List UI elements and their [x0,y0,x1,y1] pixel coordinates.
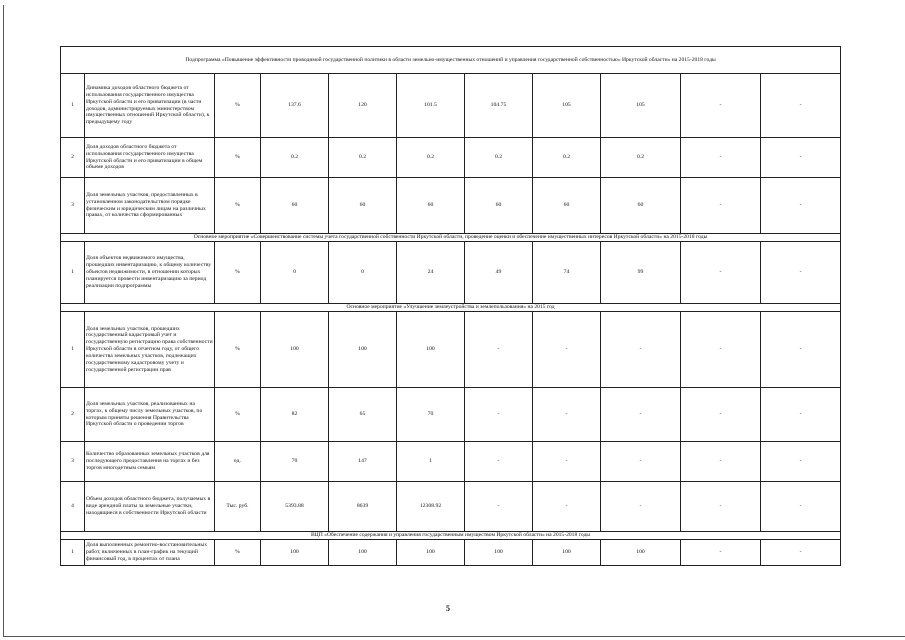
value-cell: - [601,388,681,442]
value-cell: 24 [397,242,465,304]
table-row [61,242,841,304]
value-cell: - [465,312,533,388]
unit-cell: Тыс. руб. [215,482,261,532]
value-cell: - [761,74,841,138]
value-cell: 60 [601,178,681,234]
value-cell: - [761,442,841,482]
value-cell: 99 [601,242,681,304]
unit-cell: % [215,138,261,178]
value-cell: 74 [533,242,601,304]
value-cell: 5393.88 [261,482,329,532]
value-cell: - [681,540,761,566]
main-event-2-header: Основное мероприятие «Улучшение землеустройства и землепользования» на 2015 год [61,304,841,312]
value-cell: - [761,312,841,388]
table-row [61,312,841,388]
value-cell: - [681,178,761,234]
unit-cell: ед. [215,442,261,482]
value-cell: 0.2 [465,138,533,178]
indicator-name: Доля объектов недвижимого имущества, прошедших инвентаризацию, к общему количеству объектов недвижимости, в отношении которых планируется провести инвентаризацию за период реализации подпрограммы [85,242,215,304]
value-cell: 60 [465,178,533,234]
value-cell: 0.2 [329,138,397,178]
value-cell: 0 [329,242,397,304]
value-cell: - [533,388,601,442]
indicator-name: Доля земельных участков, реализованных на торгах, к общему числу земельных участков, по которым приняты решения Правительства Иркутской области о проведении торгов [85,388,215,442]
indicators-table [60,46,841,566]
value-cell: 49 [465,242,533,304]
value-cell: - [761,388,841,442]
value-cell: - [761,138,841,178]
value-cell: 0.2 [397,138,465,178]
value-cell: - [761,540,841,566]
row-number: 2 [61,138,85,178]
value-cell: 0.2 [533,138,601,178]
main-event-2-header-row [61,304,841,312]
value-cell: 100 [261,540,329,566]
value-cell: - [761,178,841,234]
value-cell: 137.6 [261,74,329,138]
value-cell: 105 [533,74,601,138]
value-cell: - [681,482,761,532]
value-cell: - [681,442,761,482]
indicator-name: Доля выполненных ремонтно-восстановительных работ, включенных в план-график на текущий финансовый год, в процентах от плана [85,540,215,566]
indicator-name: Динамика доходов областного бюджета от использования государственного имущества Иркутской области и его приватизации (в части доходов, администрируемых министерством имущественных отношений Иркутской области), к предыдущему году [85,74,215,138]
value-cell: - [761,482,841,532]
value-cell: - [601,482,681,532]
value-cell: 100 [397,312,465,388]
table-row [61,540,841,566]
value-cell: - [465,388,533,442]
unit-cell: % [215,178,261,234]
row-number: 1 [61,74,85,138]
table-row [61,74,841,138]
main-event-1-header-row [61,234,841,242]
value-cell: - [465,442,533,482]
value-cell: - [533,442,601,482]
value-cell: 0.2 [601,138,681,178]
value-cell: 60 [329,178,397,234]
unit-cell: % [215,540,261,566]
row-number: 3 [61,178,85,234]
page-frame-left [3,5,4,637]
value-cell: - [465,482,533,532]
vcp-header-row [61,532,841,540]
indicator-name: Доля доходов областного бюджета от использования государственного имущества Иркутской области и его приватизации в общем объеме доходов [85,138,215,178]
value-cell: 105 [601,74,681,138]
main-event-1-header: Основное мероприятие «Совершенствование системы учета государственной собственности Иркутской области, проведение оценки и обеспечение имущественных интересов Иркутской области» на 2015-2018 годы [61,234,841,242]
row-number: 2 [61,388,85,442]
table-row [61,388,841,442]
row-number: 1 [61,312,85,388]
value-cell: 100 [601,540,681,566]
row-number: 4 [61,482,85,532]
value-cell: - [681,388,761,442]
value-cell: 82 [261,388,329,442]
value-cell: 100 [329,540,397,566]
value-cell: - [533,312,601,388]
value-cell: - [601,312,681,388]
value-cell: 12308.92 [397,482,465,532]
table-row [61,138,841,178]
page-frame-bottom [3,636,905,637]
value-cell: 147 [329,442,397,482]
value-cell: - [681,74,761,138]
value-cell: - [681,242,761,304]
value-cell: - [601,442,681,482]
value-cell: 60 [261,178,329,234]
value-cell: 0 [261,242,329,304]
indicator-name: Доля земельных участков, предоставленных в установленном законодательством порядке физическим и юридическим лицам на различных правах, от количества сформированных [85,178,215,234]
value-cell: 8639 [329,482,397,532]
indicator-name: Объем доходов областного бюджета, получаемых в виде арендной платы за земельные участки, находящиеся в собственности Иркутской области [85,482,215,532]
indicator-name: Доля земельных участков, прошедших государственный кадастровый учет и государственную регистрацию права собственности Иркутской области в отчетном году, от общего количества земельных участков, подлежащих государственному кадастровому учету и государственной регистрации прав [85,312,215,388]
value-cell: 120 [329,74,397,138]
value-cell: 100 [261,312,329,388]
value-cell: 60 [397,178,465,234]
unit-cell: % [215,312,261,388]
unit-cell: % [215,242,261,304]
value-cell: 70 [261,442,329,482]
subprogram-header-row [61,47,841,74]
row-number: 3 [61,442,85,482]
value-cell: - [761,242,841,304]
unit-cell: % [215,388,261,442]
value-cell: 100 [465,540,533,566]
value-cell: - [681,138,761,178]
vcp-header: ВЦП «Обеспечение содержания и управления государственным имуществом Иркутской области» на 2015-2018 годы [61,532,841,540]
table-row [61,482,841,532]
value-cell: 100 [329,312,397,388]
row-number: 1 [61,540,85,566]
value-cell: 0.2 [261,138,329,178]
value-cell: 65 [329,388,397,442]
value-cell: - [681,312,761,388]
value-cell: 70 [397,388,465,442]
indicator-name: Количество образованных земельных участков для последующего предоставления на торгах и без торгов многодетным семьям [85,442,215,482]
table-row [61,178,841,234]
value-cell: 60 [533,178,601,234]
row-number: 1 [61,242,85,304]
page-number: 5 [446,604,450,613]
value-cell: 100 [533,540,601,566]
value-cell: 100 [397,540,465,566]
value-cell: 104.75 [465,74,533,138]
value-cell: - [533,482,601,532]
value-cell: 101.5 [397,74,465,138]
value-cell: 1 [397,442,465,482]
unit-cell: % [215,74,261,138]
table-row [61,442,841,482]
subprogram-header: Подпрограмма «Повышение эффективности проводимой государственной политики в области земельно-имущественных отношений и управления государственной собственностью» Иркутской области» на 2015-2018 годы [61,47,841,74]
